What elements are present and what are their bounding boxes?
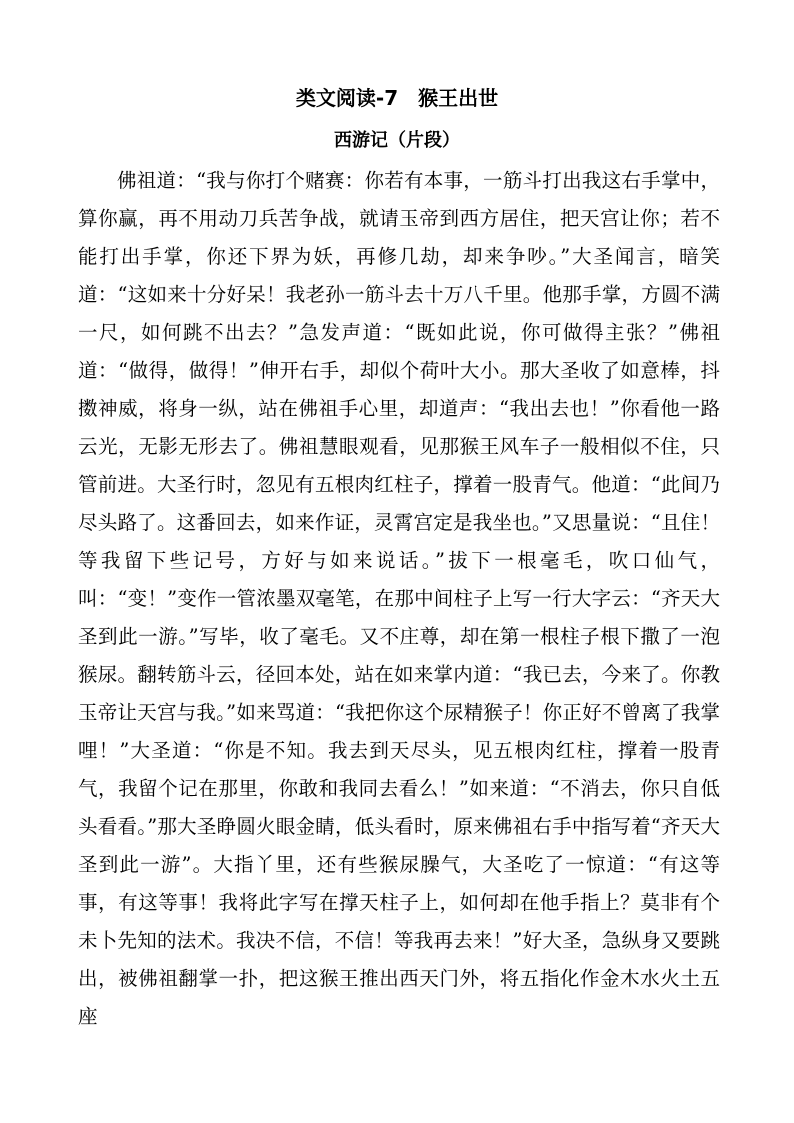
document-subtitle: 西游记（片段） bbox=[334, 130, 460, 151]
body-paragraph: 佛祖道：“我与你打个赌赛：你若有本事，一筋斗打出我这右手掌中，算你赢，再不用动刀兵苦争战，就请玉帝到西方居住，把天宫让你；若不能打出手掌，你还下界为妖，再修几劫，却来争吵。”大圣闻言，暗笑道：“这如来十分好呆！我老孙一筋斗去十万八千里。他那手掌，方圆不满一尺，如何跳不出去？”急发声道：“既如此说，你可做得主张？”佛祖道：“做得，做得！”伸开右手，却似个荷叶大小。那大圣收了如意棒，抖擞神威，将身一纵，站在佛祖手心里，却道声：“我出去也！”你看他一路云光，无影无形去了。佛祖慧眼观看，见那猴王风车子一般相似不住，只管前进。大圣行时，忽见有五根肉红柱子，撑着一股青气。他道：“此间乃尽头路了。这番回去，如来作证，灵霄宫定是我坐也。”又思量说：“且住！等我留下些记号，方好与如来说话。”拔下一根毫毛，吹口仙气，叫：“变！”变作一管浓墨双毫笔，在那中间柱子上写一行大字云：“齐天大圣到此一游。”写毕，收了毫毛。又不庄尊，却在第一根柱子根下撒了一泡猴尿。翻转筋斗云，径回本处，站在如来掌内道：“我已去，今来了。你教玉帝让天宫与我。”如来骂道：“我把你这个尿精猴子！你正好不曾离了我掌哩！”大圣道：“你是不知。我去到天尽头，见五根肉红柱，撑着一股青气，我留个记在那里，你敢和我同去看么！”如来道：“不消去，你只自低头看看。”那大圣睁圆火眼金睛，低头看时，原来佛祖右手中指写着“齐天大圣到此一游”。大指丫里，还有些猴尿臊气，大圣吃了一惊道：“有这等事，有这等事！我将此字写在撑天柱子上，如何却在他手指上？莫非有个未卜先知的法术。我决不信，不信！等我再去来！”好大圣，急纵身又要跳出，被佛祖翻掌一扑，把这猴王推出西天门外，将五指化作金木水火土五座 bbox=[78, 169, 720, 1028]
document-title: 类文阅读-7 猴王出世 bbox=[295, 86, 499, 110]
